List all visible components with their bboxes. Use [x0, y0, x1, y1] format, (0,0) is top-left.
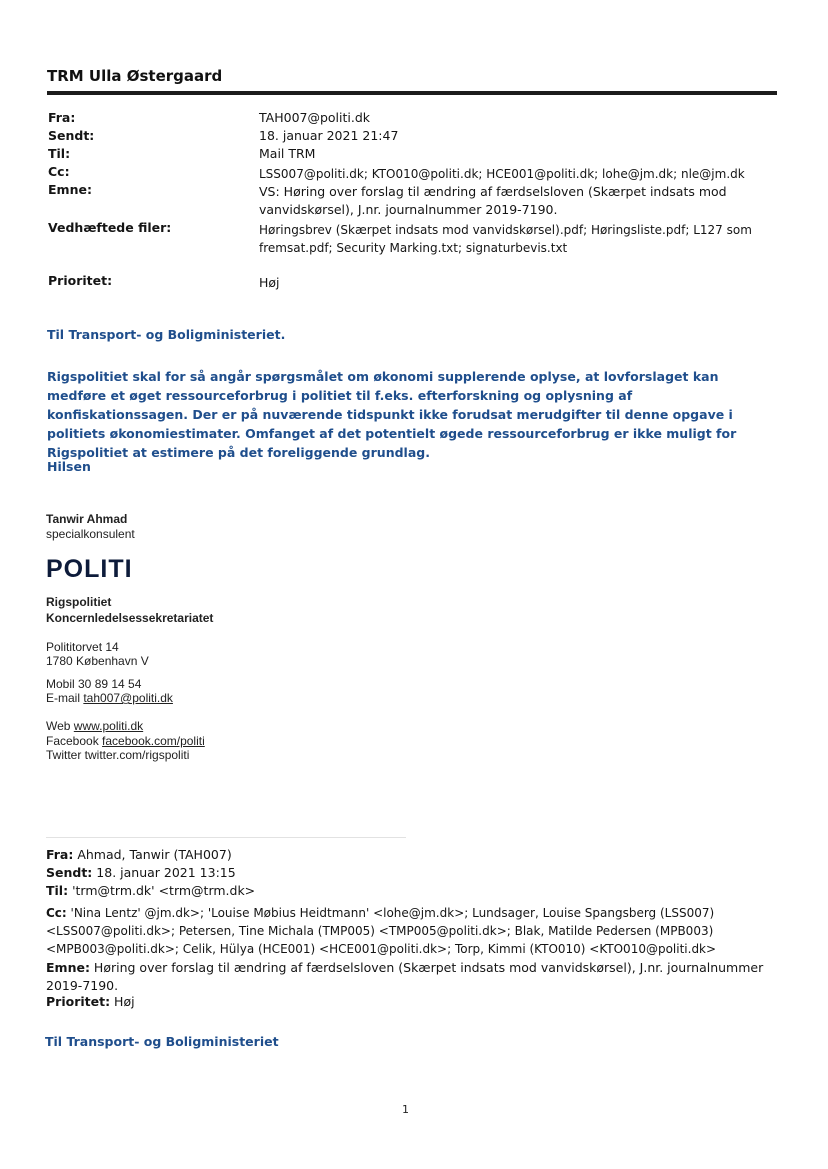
attachments-label: Vedhæftede filer: [48, 220, 172, 235]
email-label: E-mail [46, 691, 84, 705]
forwarded-cc [46, 904, 776, 958]
signature-address-city: 1780 København V [46, 654, 149, 668]
email-link[interactable]: tah007@politi.dk [83, 691, 173, 705]
forwarded-from-label: Fra: [46, 847, 74, 862]
facebook-link[interactable]: facebook.com/politi [102, 734, 205, 748]
signature-email-line [46, 691, 173, 705]
priority-label: Prioritet: [48, 273, 113, 288]
forwarded-priority-label: Prioritet: [46, 994, 111, 1009]
cc-label: Cc: [48, 164, 70, 179]
signature-mobile: Mobil 30 89 14 54 [46, 677, 142, 691]
signature-role: specialkonsulent [46, 527, 135, 541]
attachments-value: Høringsbrev (Skærpet indsats mod vanvidskørsel).pdf; Høringsliste.pdf; L127 som fremsat.pdf; Security Marking.txt; signaturbevis.txt [259, 223, 752, 255]
signature-org: Rigspolitiet [46, 595, 112, 609]
forwarded-sent [46, 864, 776, 882]
facebook-label: Facebook [46, 734, 103, 748]
to-label: Til: [48, 146, 71, 161]
sent-value: 18. januar 2021 21:47 [259, 128, 399, 143]
web-link[interactable]: www.politi.dk [73, 719, 144, 733]
to-value: Mail TRM [259, 146, 316, 161]
signature-facebook-line [46, 734, 205, 748]
signature-address-street: Polititorvet 14 [46, 640, 119, 654]
signature-name: Tanwir Ahmad [46, 512, 128, 526]
document-title: TRM Ulla Østergaard [47, 67, 223, 85]
signature-dept: Koncernledelsessekretariatet [46, 611, 214, 625]
forwarded-sent-label: Sendt: [46, 865, 93, 880]
forwarded-subject-label: Emne: [46, 960, 90, 975]
priority-value: Høj [259, 275, 280, 290]
message-greeting: Til Transport- og Boligministeriet. [47, 327, 286, 342]
forwarded-to-label: Til: [46, 883, 69, 898]
title-rule [47, 91, 777, 95]
forwarded-to-value: 'trm@trm.dk' <trm@trm.dk> [68, 883, 256, 898]
subject-value: VS: Høring over forslag til ændring af færdselsloven (Skærpet indsats mod vanvidskørsel), J.nr. journalnummer 2019-7190. [259, 184, 727, 217]
forwarded-cc-value: 'Nina Lentz' @jm.dk>; 'Louise Møbius Heidtmann' <lohe@jm.dk>; Lundsager, Louise Spangsberg (LSS007) <LSS007@politi.dk>; Petersen, Tine Michala (TMP005) <TMP005@politi.dk>; Blak, Matilde Pedersen (MPB003) <MPB003@politi.dk>; Celik, Hülya (HCE001) <HCE001@politi.dk>; Torp, Kimmi (KTO010) <KTO010@politi.dk> [46, 906, 717, 956]
cc-value: LSS007@politi.dk; KTO010@politi.dk; HCE001@politi.dk; lohe@jm.dk; nle@jm.dk [259, 167, 745, 181]
forwarded-priority [46, 993, 776, 1011]
forwarded-from-value: Ahmad, Tanwir (TAH007) [73, 847, 232, 862]
forwarded-priority-value: Høj [110, 994, 135, 1009]
forwarded-subject [46, 959, 776, 995]
from-label: Fra: [48, 110, 76, 125]
web-label: Web [46, 719, 74, 733]
forwarded-sent-value: 18. januar 2021 13:15 [92, 865, 236, 880]
message-paragraph: Rigspolitiet skal for så angår spørgsmålet om økonomi supplerende oplyse, at lovforslaget kan medføre et øget ressourceforbrug i politiet til f.eks. efterforskning og oplysning af konfiskationssagen. Der er på nuværende tidspunkt ikke forudsat merudgifter til denne opgave i politiets økonomiestimater. Omfanget af det potentielt øgede ressourceforbrug er ikke muligt for Rigspolitiet at estimere på det foreliggende grundlag. [47, 369, 737, 460]
forwarded-greeting: Til Transport- og Boligministeriet [45, 1034, 279, 1049]
forwarded-from [46, 846, 776, 864]
signature-web-line [46, 719, 143, 733]
politi-logo: POLITI [46, 555, 133, 583]
from-value: TAH007@politi.dk [259, 110, 371, 125]
forwarded-subject-value: Høring over forslag til ændring af færdselsloven (Skærpet indsats mod vanvidskørsel), J.nr. journalnummer 2019-7190. [46, 960, 764, 993]
subject-label: Emne: [48, 182, 92, 197]
sent-label: Sendt: [48, 128, 95, 143]
forwarded-to [46, 882, 776, 900]
message-closing: Hilsen [47, 459, 91, 474]
divider [46, 837, 406, 838]
forwarded-cc-label: Cc: [46, 906, 67, 920]
signature-twitter: Twitter twitter.com/rigspoliti [46, 748, 190, 762]
page-number: 1 [402, 1103, 409, 1116]
